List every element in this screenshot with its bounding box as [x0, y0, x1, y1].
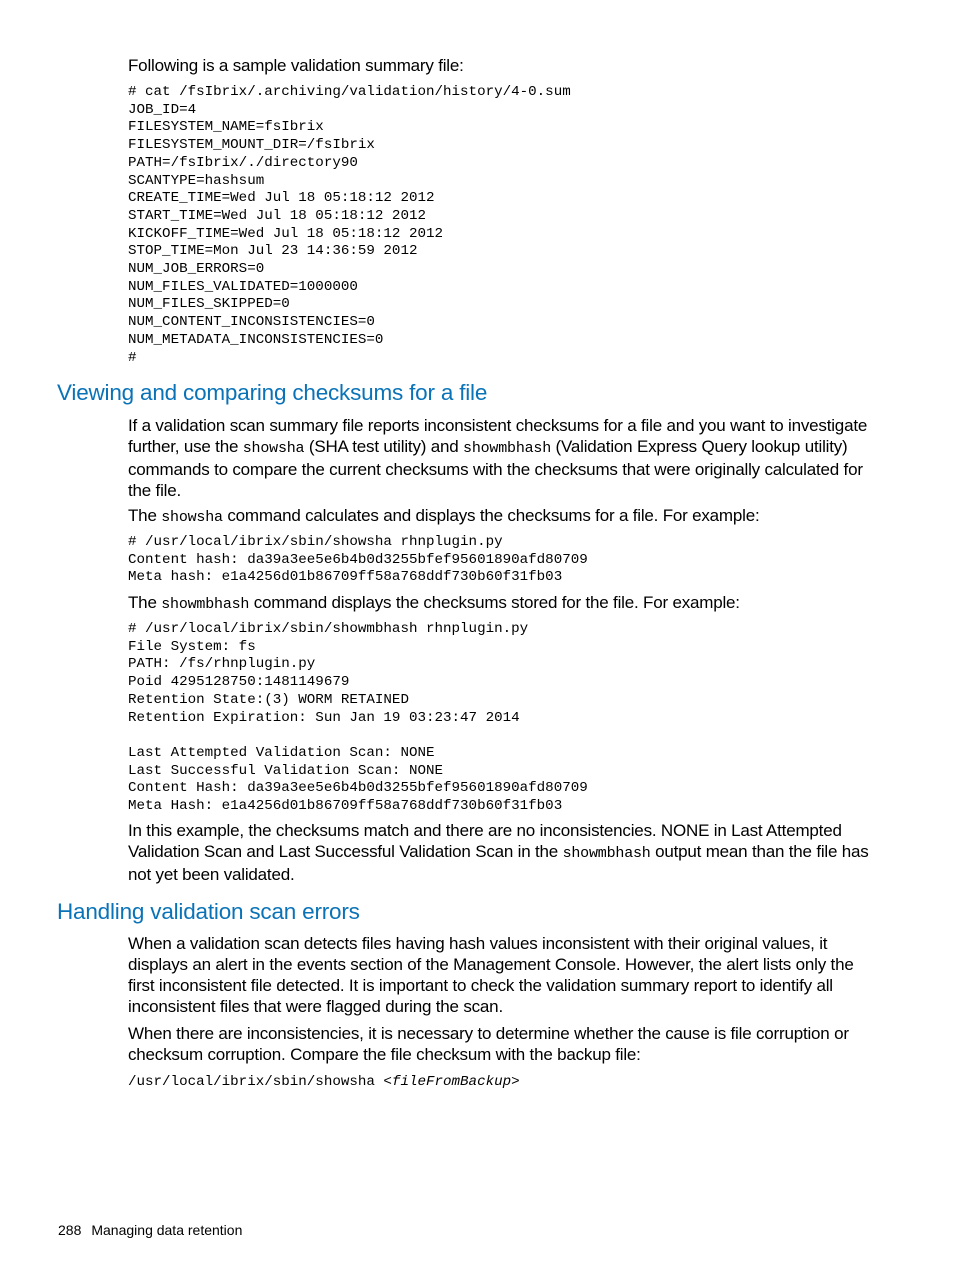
section-heading-viewing-checksums: Viewing and comparing checksums for a file	[57, 380, 488, 405]
section-heading-handling-errors: Handling validation scan errors	[57, 899, 360, 924]
intro-block	[128, 55, 873, 76]
section1-paragraph4: In this example, the checksums match and there are no inconsistencies. NONE in Last Attempted Validation Scan and Last Successful Validation Scan in the showmbhash output mean than the file has not yet been validated.	[128, 821, 869, 884]
section2-paragraph2: When there are inconsistencies, it is necessary to determine whether the cause is file corruption or checksum corruption. Compare the file checksum with the backup file:	[128, 1024, 849, 1064]
showmbhash-example-code: # /usr/local/ibrix/sbin/showmbhash rhnplugin.py File System: fs PATH: /fs/rhnplugin.py Poid 4295128750:1481149679 Retention State:(3) WORM RETAINED Retention Expiration: Sun Jan 19 03:23:47 2014 Last Attempted Validation Scan: NONE Last Successful Validation Scan: NONE Content Hash: da39a3ee5e6b4b0d3255bfef95601890afd80709 Meta Hash: e1a4256d01b86709ff58a768ddf730b60f31fb03	[128, 621, 588, 815]
showsha-example-code: # /usr/local/ibrix/sbin/showsha rhnplugin.py Content hash: da39a3ee5e6b4b0d3255bfef95601890afd80709 Meta hash: e1a4256d01b86709ff58a768ddf730b60f31fb03	[128, 534, 588, 586]
page-footer	[58, 1222, 242, 1238]
inline-code-showmbhash: showmbhash	[562, 845, 651, 862]
chapter-title: Managing data retention	[91, 1222, 243, 1238]
section1-paragraph2: The showsha command calculates and displays the checksums for a file. For example:	[128, 506, 760, 526]
summary-file-code: # cat /fsIbrix/.archiving/validation/history/4-0.sum JOB_ID=4 FILESYSTEM_NAME=fsIbrix FILESYSTEM_MOUNT_DIR=/fsIbrix PATH=/fsIbrix/./directory90 SCANTYPE=hashsum CREATE_TIME=Wed Jul 18 05:18:12 2012 START_TIME=Wed Jul 18 05:18:12 2012 KICKOFF_TIME=Wed Jul 18 05:18:12 2012 STOP_TIME=Mon Jul 23 14:36:59 2012 NUM_JOB_ERRORS=0 NUM_FILES_VALIDATED=1000000 NUM_FILES_SKIPPED=0 NUM_CONTENT_INCONSISTENCIES=0 NUM_METADATA_INCONSISTENCIES=0 #	[128, 84, 571, 366]
section1-paragraph3: The showmbhash command displays the checksums stored for the file. For example:	[128, 593, 740, 613]
showsha-backup-command: /usr/local/ibrix/sbin/showsha <fileFromBackup>	[128, 1074, 520, 1090]
file-from-backup-param: fileFromBackup	[391, 1074, 512, 1090]
page-number: 288	[58, 1222, 82, 1238]
inline-code-showmbhash: showmbhash	[161, 596, 250, 613]
inline-code-showsha: showsha	[242, 440, 305, 457]
inline-code-showsha: showsha	[161, 509, 223, 526]
inline-code-showmbhash: showmbhash	[463, 440, 552, 457]
section2-paragraph1: When a validation scan detects files having hash values inconsistent with their original values, it displays an alert in the events section of the Management Console. However, the alert lists only the first inconsistent file detected. It is important to check the validation summary report to identify all inconsistent files that were flagged during the scan.	[128, 934, 854, 1016]
intro-lead: Following is a sample validation summary file:	[128, 56, 464, 75]
section1-paragraph1: If a validation scan summary file reports inconsistent checksums for a file and you want to investigate further, use the showsha (SHA test utility) and showmbhash (Validation Express Query lookup utility) commands to compare the current checksums with the checksums that were originally calculated for the file.	[128, 416, 868, 500]
